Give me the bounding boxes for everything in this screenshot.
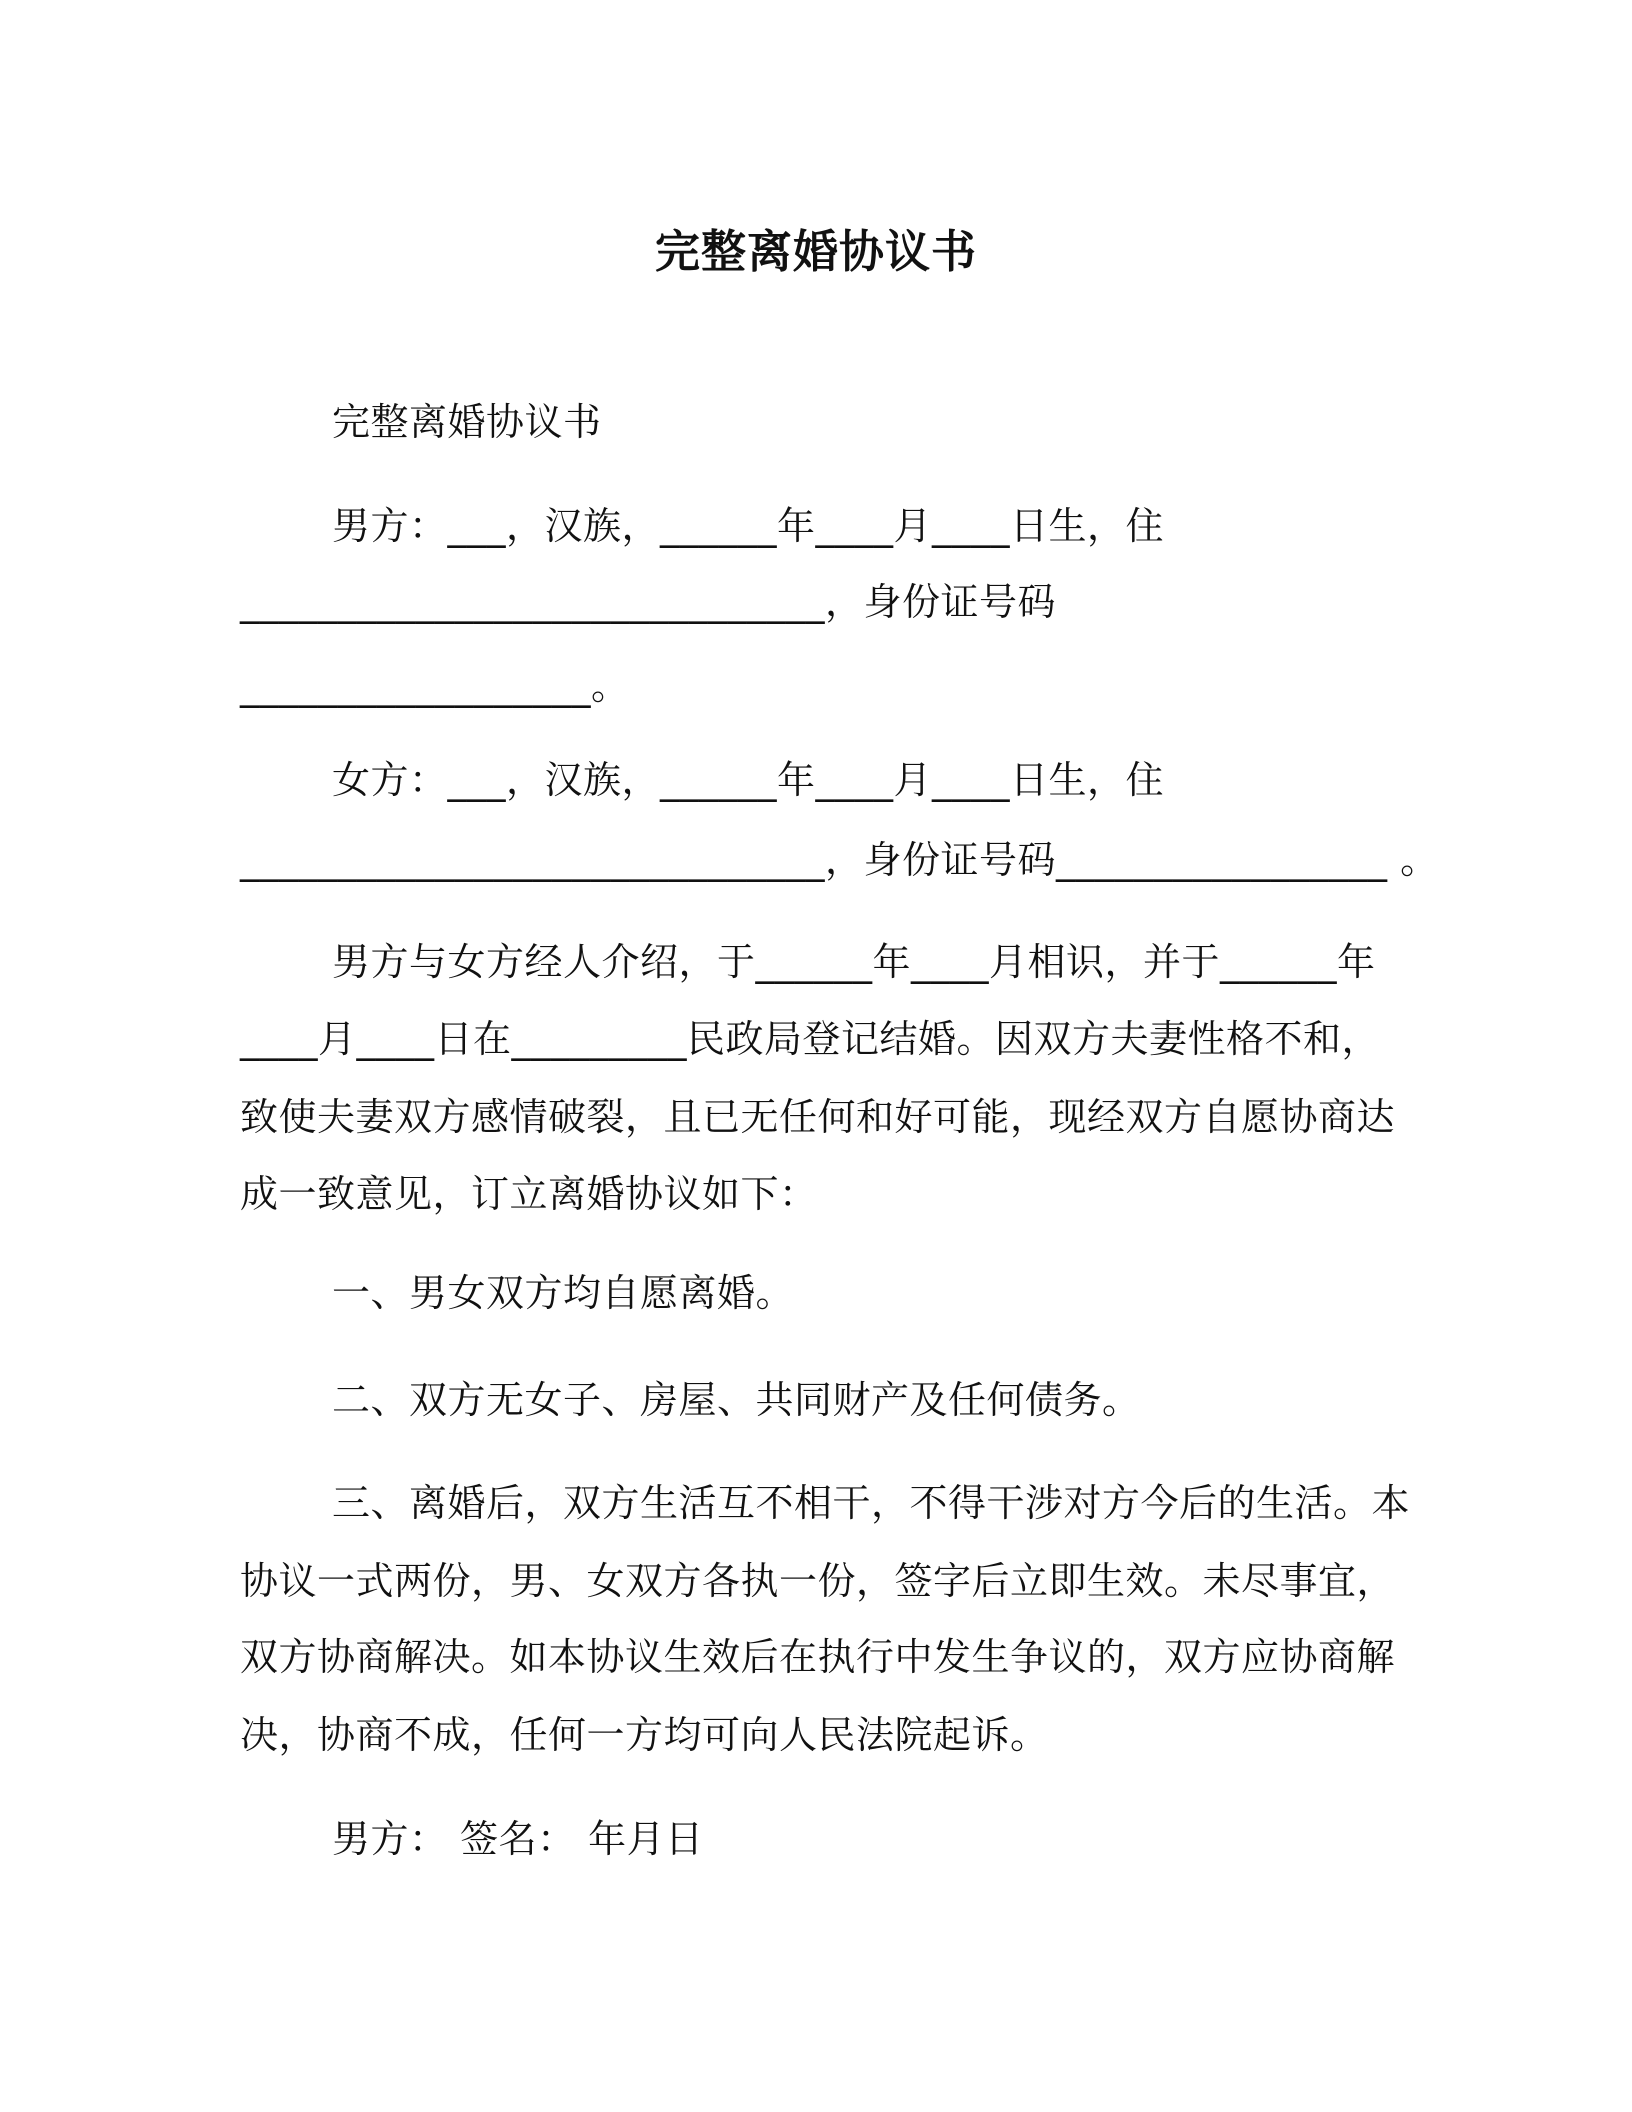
intro-paragraph-line: 致使夫妻双方感情破裂，且已无任何和好可能，现经双方自愿协商达 [240, 1095, 1396, 1139]
clause-three-line: 双方协商解决。如本协议生效后在执行中发生争议的，双方应协商解 [240, 1635, 1396, 1679]
male-address-line: ______________________________，身份证号码 [240, 580, 1057, 624]
female-address-line: ______________________________，身份证号码_________________ 。 [240, 838, 1439, 882]
subtitle-line: 完整离婚协议书 [332, 400, 602, 444]
clause-three-line: 协议一式两份，男、女双方各执一份，签字后立即生效。未尽事宜， [240, 1559, 1396, 1603]
document-title: 完整离婚协议书 [654, 225, 977, 278]
signature-line: 男方： 签名： 年月日 [332, 1817, 704, 1861]
clause-two: 二、双方无女子、房屋、共同财产及任何债务。 [332, 1378, 1141, 1422]
clause-three-line: 三、离婚后，双方生活互不相干，不得干涉对方今后的生活。本 [332, 1481, 1411, 1525]
female-party-line: 女方：___，汉族，______年____月____日生，住 [332, 758, 1165, 802]
intro-paragraph-line: 成一致意见，订立离婚协议如下： [240, 1172, 818, 1216]
clause-three-line: 决，协商不成，任何一方均可向人民法院起诉。 [240, 1713, 1049, 1757]
intro-paragraph-line: ____月____日在_________民政局登记结婚。因双方夫妻性格不和， [240, 1017, 1381, 1061]
intro-paragraph-line: 男方与女方经人介绍，于______年____月相识，并于______年 [332, 940, 1376, 984]
male-id-line: __________________。 [240, 664, 630, 708]
male-party-line: 男方：___，汉族，______年____月____日生，住 [332, 504, 1165, 548]
clause-one: 一、男女双方均自愿离婚。 [332, 1271, 795, 1315]
